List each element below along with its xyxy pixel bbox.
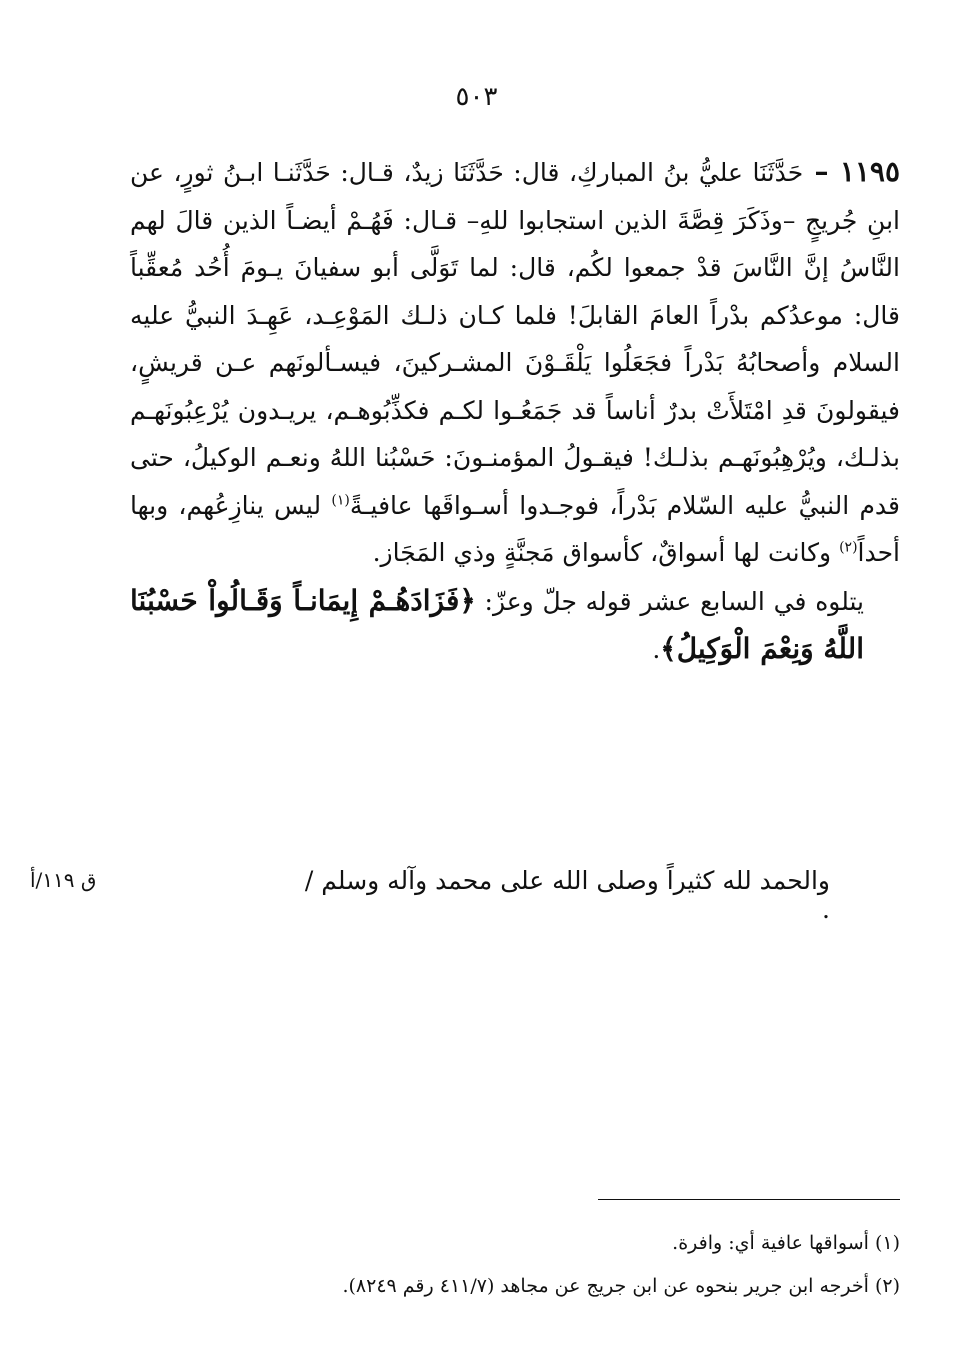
continuation-paragraph: [130, 577, 900, 674]
hadith-dash: –: [803, 155, 840, 188]
footnote-divider: [598, 1199, 900, 1200]
continuation-end: .: [652, 635, 661, 664]
footnote-marker-1[interactable]: (١): [331, 492, 350, 509]
footnote-1: (١) أسواقها عافية أي: وافرة.: [672, 1232, 900, 1254]
footnote-marker-2[interactable]: (٢): [839, 539, 858, 556]
main-text: [130, 148, 900, 674]
continuation-intro: يتلوه في السابع عشر قوله جلّ وعزّ:: [475, 586, 864, 616]
footnotes: [200, 1222, 900, 1308]
hadith-text-part2: ليس ينازِعُهم، وبها أحداً: [130, 490, 900, 567]
hadith-number: ١١٩٥: [839, 155, 900, 188]
hadith-text-part1: حَدَّثَنَا عليُّ بنُ المباركِ، قال: حَدَّثَنَا زيدٌ، قـال: حَدَّثَنـا ابـنُ ثورٍ، عن ابنِ جُريجٍ –وذَكَرَ قِصَّةَ الذين استجابوا للهِ– قـال: فَهُـمْ أيضـاً الذين قالَ لهم النَّاسُ إنَّ النَّاسَ قدْ جمعوا لكُم، قال: لما تَوَلَّى أبو سفيانَ يـومَ أُحُد مُعقِّباً قال: موعدُكم بدْراً العامَ القابلَ! فلما كـان ذلـك المَوْعِـد، عَهِـدَ النبيُّ عليه السلام وأصحابُهُ بَدْراً فجَعَلُوا يَلْقَـوْنَ المشـركينَ، فيسـألونَهم عـن قريشٍ، فيقولونَ قدِ امْتَلأَتْ بدرٌ أناساً قد جَمَعُـوا لكـم فكذِّبُوهـم، يريـدون يُرْعِبُونَهـم بذلـك، ويُرْهِبُونَهـم بذلـك! فيقـولُ المؤمنـونَ: حَسْبُنا اللهُ ونعـم الوكيلُ، حتى قدم النبيُّ عليه السّلام بَدْراً، فوجـدوا أسـواقَها عافيـةً: [130, 158, 900, 520]
footnote-2: (٢) أخرجه ابن جرير بنحوه عن ابن جريج عن مجاهد (٤١١/٧ رقم ٨٢٤٩).: [342, 1275, 900, 1297]
closing-line: والحمد لله كثيراً وصلى الله على محمد وآله وسلم / .: [304, 866, 830, 924]
quran-verse: ﴿فَزَادَهُـمْ إِيمَانـاً وَقَـالُواْ حَسْبُنَا اللَّهُ وَنِعْمَ الْوَكِيلُ﴾: [130, 583, 864, 665]
page-number: ٥٠٣: [455, 82, 498, 112]
hadith-text-part3: وكانت لها أسواقٌ، كأسواق مَجنَّةٍ وذي المَجَاز.: [372, 538, 840, 567]
hadith-paragraph: [130, 148, 900, 577]
manuscript-folio-reference: ق ١١٩/أ: [30, 868, 97, 892]
